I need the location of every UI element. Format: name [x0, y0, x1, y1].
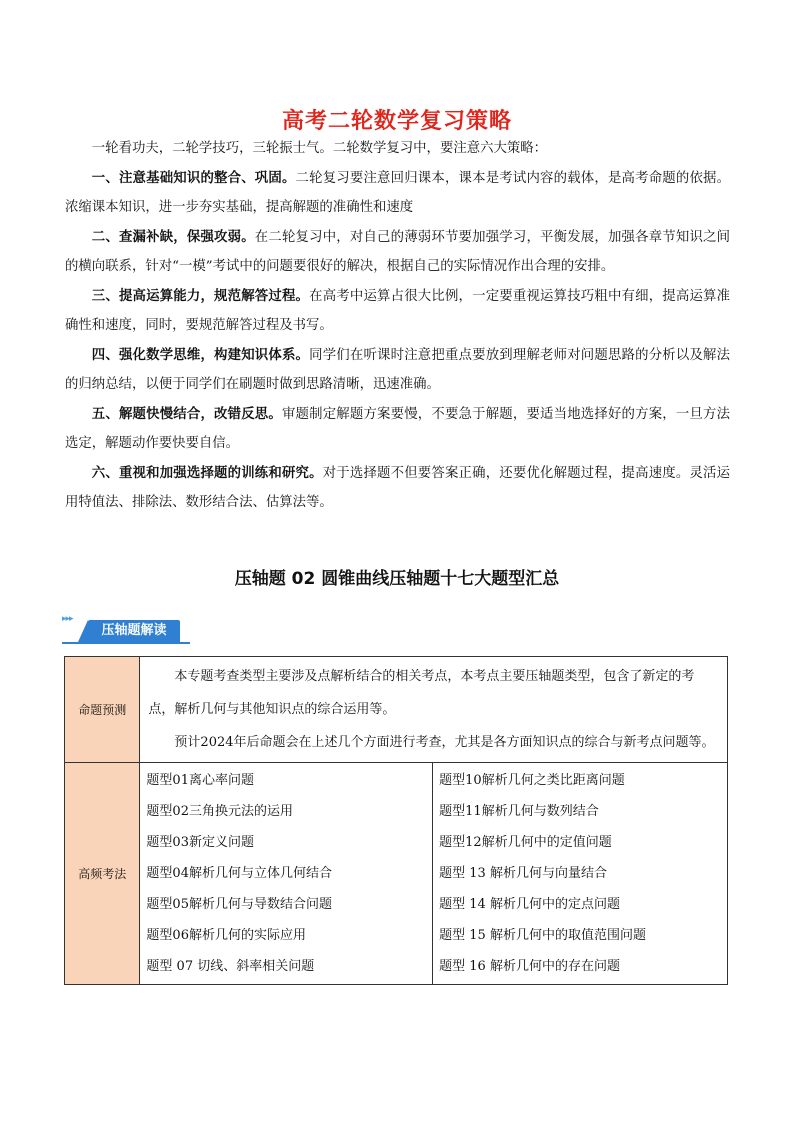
topic-column-right [433, 763, 728, 985]
list-item: 题型 15 解析几何中的取值范围问题 [439, 928, 646, 943]
banner-label: 压轴题解读 [88, 620, 180, 642]
strategy-item-heading: 五、解题快慢结合，改错反思。 [91, 406, 282, 422]
strategy-section [65, 134, 730, 518]
prediction-cell [140, 657, 728, 763]
strategy-item-text: 同学们在听课时注意把重点要放到理解老师对问题思路的分析以及解法的归纳总结，以便于同学们在刷题时做到思路清晰，迅速准确。 [65, 347, 730, 392]
strategy-item [65, 164, 730, 223]
list-item: 题型06解析几何的实际应用 [146, 928, 306, 943]
strategy-item [65, 341, 730, 400]
strategy-item [65, 223, 730, 282]
list-item: 题型11解析几何与数列结合 [439, 804, 599, 819]
list-item: 题型10解析几何之类比距离问题 [439, 773, 625, 788]
strategy-item [65, 459, 730, 518]
strategy-item [65, 282, 730, 341]
table-row [65, 763, 728, 985]
section-title: 压轴题 02 圆锥曲线压轴题十七大题型汇总 [234, 569, 560, 589]
list-item: 题型04解析几何与立体几何结合 [146, 866, 332, 881]
topic-column-left [140, 763, 433, 985]
strategy-item-heading: 三、提高运算能力，规范解答过程。 [91, 288, 310, 304]
strategy-item-text: 审题制定解题方案要慢，不要急于解题，要适当地选择好的方案，一旦方法选定，解题动作要快要自信。 [65, 406, 731, 451]
strategy-item-heading: 二、查漏补缺，保强攻弱。 [91, 229, 255, 245]
row-header-prediction: 命题预测 [65, 657, 140, 763]
page-title: 高考二轮数学复习策略 [281, 109, 512, 134]
strategy-item-heading: 六、重视和加强选择题的训练和研究。 [91, 465, 323, 481]
list-item: 题型 16 解析几何中的存在问题 [439, 959, 620, 974]
list-item: 题型 13 解析几何与向量结合 [439, 866, 607, 881]
summary-table [64, 656, 728, 985]
row-header-methods: 高频考法 [65, 763, 140, 985]
strategy-item-heading: 一、注意基础知识的整合、巩固。 [91, 170, 296, 186]
table-row [65, 657, 728, 763]
prediction-paragraph: 预计2024年后命题会在上述几个方面进行考查，尤其是各方面知识点的综合与新考点问题等。 [174, 735, 715, 750]
chevron-decoration-icon: ▸▸▸ [62, 614, 73, 624]
banner-underline [62, 642, 190, 644]
list-item: 题型12解析几何中的定值问题 [439, 835, 612, 850]
strategy-item-text: 在二轮复习中，对自己的薄弱环节要加强学习，平衡发展，加强各章节知识之间的横向联系，针对“一模”考试中的问题要很好的解决，根据自己的实际情况作出合理的安排。 [65, 229, 731, 274]
strategy-item-text: 在高考中运算占很大比例，一定要重视运算技巧粗中有细，提高运算准确性和速度，同时，要规范解答过程及书写。 [65, 288, 730, 333]
list-item: 题型05解析几何与导数结合问题 [146, 897, 332, 912]
section-banner [62, 612, 192, 648]
strategy-item-text: 二轮复习要注意回归课本，课本是考试内容的载体，是高考命题的依据。浓缩课本知识，进一步夯实基础，提高解题的准确性和速度 [65, 170, 731, 215]
strategy-item-heading: 四、强化数学思维，构建知识体系。 [91, 347, 310, 363]
list-item: 题型 07 切线、斜率相关问题 [146, 959, 315, 974]
strategy-item-text: 对于选择题不但要答案正确，还要优化解题过程，提高速度。灵活运用特值法、排除法、数形结合法、估算法等。 [65, 465, 731, 510]
prediction-paragraph: 本专题考查类型主要涉及点解析结合的相关考点，本考点主要压轴题类型，包含了新定的考点，解析几何与其他知识点的综合运用等。 [148, 669, 695, 717]
list-item: 题型03新定义问题 [146, 835, 254, 850]
list-item: 题型01离心率问题 [146, 773, 254, 788]
list-item: 题型 14 解析几何中的定点问题 [439, 897, 620, 912]
list-item: 题型02三角换元法的运用 [146, 804, 293, 819]
strategy-item [65, 400, 730, 459]
strategy-intro: 一轮看功夫，二轮学技巧，三轮振士气。二轮数学复习中，要注意六大策略： [91, 141, 548, 156]
